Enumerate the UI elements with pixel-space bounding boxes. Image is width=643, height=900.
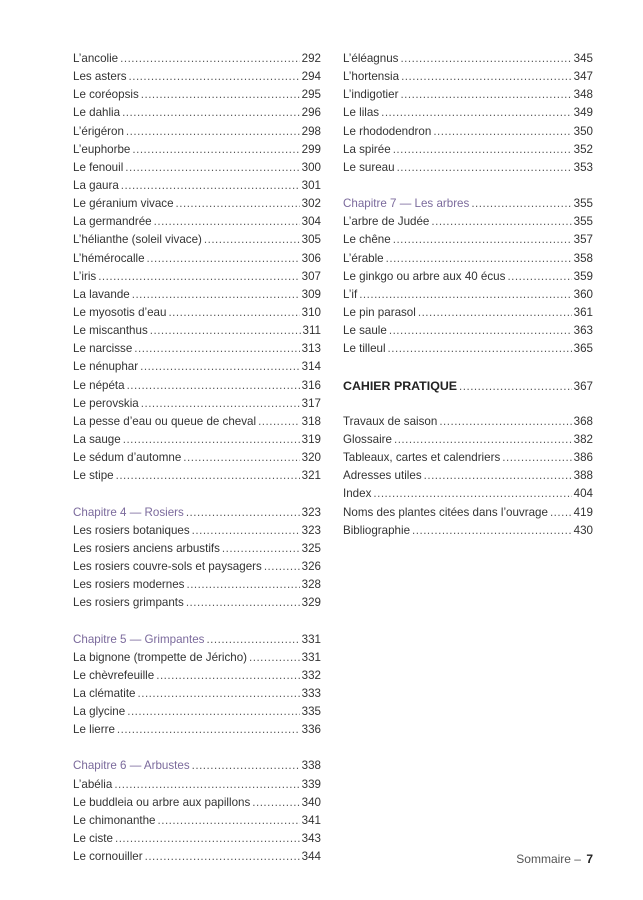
toc-entry[interactable] — [73, 794, 321, 812]
toc-entry-title: Adresses utiles — [343, 469, 422, 483]
toc-entry-title: L’euphorbe — [73, 142, 131, 156]
toc-entry[interactable] — [73, 776, 321, 794]
toc-entry-title: Le myosotis d’eau — [73, 305, 167, 319]
toc-entry-page: 335 — [301, 705, 321, 719]
toc-entry-title: Le dahlia — [73, 106, 121, 120]
dot-leader — [381, 104, 572, 122]
toc-entry-title: La glycine — [73, 705, 126, 719]
dot-leader — [397, 159, 572, 177]
dot-leader — [141, 395, 300, 413]
toc-entry-page: 368 — [573, 414, 593, 428]
dot-leader — [154, 213, 300, 231]
toc-entry[interactable] — [73, 123, 321, 141]
toc-entry-title: Les rosiers botaniques — [73, 523, 190, 537]
toc-entry-title: Le cornouiller — [73, 850, 143, 864]
toc-entry-page: 386 — [573, 451, 593, 465]
toc-right-column — [343, 50, 593, 540]
toc-entry[interactable] — [343, 449, 593, 467]
toc-entry-page: 359 — [573, 269, 593, 283]
toc-entry-title: La spirée — [343, 142, 391, 156]
dot-leader — [400, 50, 571, 68]
toc-entry-page: 361 — [573, 305, 593, 319]
toc-entry-page: 336 — [301, 723, 321, 737]
toc-entry-page: 323 — [301, 505, 321, 519]
toc-entry-page: 306 — [301, 251, 321, 265]
dot-leader — [156, 667, 299, 685]
section-gap — [343, 177, 593, 195]
toc-entry-page: 332 — [301, 668, 321, 682]
toc-entry[interactable] — [73, 649, 321, 667]
toc-entry[interactable] — [73, 431, 321, 449]
toc-entry-page: 299 — [301, 142, 321, 156]
toc-entry-page: 360 — [573, 287, 593, 301]
toc-entry[interactable] — [73, 667, 321, 685]
toc-entry-title: Chapitre 5 — Grimpantes — [73, 632, 205, 646]
toc-entry[interactable] — [73, 812, 321, 830]
dot-leader — [141, 86, 300, 104]
toc-entry-title: Le chimonanthe — [73, 813, 156, 827]
toc-entry[interactable] — [343, 467, 593, 485]
dot-leader — [386, 250, 572, 268]
toc-entry[interactable] — [343, 250, 593, 268]
toc-entry-title: CAHIER PRATIQUE — [343, 378, 458, 393]
dot-leader — [439, 413, 571, 431]
dot-leader — [186, 594, 300, 612]
dot-leader — [459, 378, 572, 396]
toc-entry[interactable] — [343, 50, 593, 68]
toc-entry-title: Les rosiers couvre-sols et paysagers — [73, 559, 262, 573]
toc-entry-page: 320 — [301, 451, 321, 465]
toc-entry-title: Noms des plantes citées dans l’ouvrage — [343, 505, 548, 519]
toc-entry[interactable] — [73, 594, 321, 612]
dot-leader — [433, 123, 571, 141]
toc-entry-title: Le saule — [343, 324, 387, 338]
toc-entry-title: La germandrée — [73, 215, 152, 229]
toc-entry-title: Le perovskia — [73, 396, 139, 410]
toc-entry-title: Bibliographie — [343, 523, 411, 537]
dot-leader — [129, 68, 300, 86]
chapter-heading[interactable] — [73, 757, 321, 775]
toc-entry-page: 331 — [301, 650, 321, 664]
toc-entry[interactable] — [73, 449, 321, 467]
toc-entry-title: L’hortensia — [343, 70, 400, 84]
dot-leader — [192, 757, 300, 775]
toc-entry-title: Le rhododendron — [343, 124, 432, 138]
toc-entry[interactable] — [343, 522, 593, 540]
toc-entry-page: 419 — [573, 505, 593, 519]
toc-entry-title: La gaura — [73, 178, 119, 192]
dot-leader — [122, 104, 300, 122]
dot-leader — [168, 304, 299, 322]
dot-leader — [123, 431, 300, 449]
toc-entry-title: Les asters — [73, 70, 127, 84]
footer-label: Sommaire – — [516, 852, 581, 866]
toc-entry-title: L’érable — [343, 251, 384, 265]
toc-entry-page: 365 — [573, 342, 593, 356]
toc-entry[interactable] — [73, 50, 321, 68]
toc-entry-page: 339 — [301, 777, 321, 791]
toc-entry-title: Chapitre 6 — Arbustes — [73, 759, 190, 773]
toc-entry[interactable] — [73, 340, 321, 358]
toc-entry[interactable] — [343, 141, 593, 159]
toc-entry-page: 355 — [573, 197, 593, 211]
toc-entry-title: Le géranium vivace — [73, 197, 174, 211]
dot-leader — [176, 195, 300, 213]
section-gap — [343, 358, 593, 376]
toc-entry[interactable] — [343, 413, 593, 431]
toc-entry[interactable] — [73, 395, 321, 413]
dot-leader — [424, 467, 572, 485]
toc-entry-title: L’éléagnus — [343, 52, 399, 65]
toc-entry-page: 319 — [301, 432, 321, 446]
toc-entry-page: 329 — [301, 596, 321, 610]
toc-entry[interactable] — [73, 685, 321, 703]
toc-entry-title: Le lierre — [73, 723, 115, 737]
page-footer — [516, 852, 593, 866]
toc-entry[interactable] — [73, 322, 321, 340]
dot-leader — [183, 449, 299, 467]
chapter-heading[interactable] — [73, 504, 321, 522]
dot-leader — [132, 141, 299, 159]
toc-entry[interactable] — [343, 213, 593, 231]
toc-entry-page: 313 — [301, 342, 321, 356]
toc-left-column — [73, 50, 321, 866]
toc-entry-title: L’indigotier — [343, 88, 399, 102]
dot-leader — [471, 195, 571, 213]
toc-entry[interactable] — [343, 104, 593, 122]
toc-entry-page: 294 — [301, 70, 321, 84]
dot-leader — [400, 86, 571, 104]
dot-leader — [120, 50, 300, 68]
toc-entry[interactable] — [73, 721, 321, 739]
toc-entry-page: 355 — [573, 215, 593, 229]
toc-entry-page: 341 — [301, 813, 321, 827]
toc-entry[interactable] — [73, 231, 321, 249]
toc-entry[interactable] — [343, 485, 593, 503]
dot-leader — [115, 830, 300, 848]
dot-leader — [507, 268, 571, 286]
toc-entry-page: 340 — [301, 795, 321, 809]
chapter-heading[interactable] — [343, 195, 593, 213]
toc-entry-page: 430 — [573, 523, 593, 537]
toc-entry-title: L’abélia — [73, 777, 113, 791]
dot-leader — [393, 231, 572, 249]
dot-leader — [158, 812, 300, 830]
dot-leader — [138, 685, 300, 703]
toc-entry-title: Le sédum d’automne — [73, 451, 182, 465]
page-number: 7 — [586, 852, 593, 866]
toc-entry-title: Le ginkgo ou arbre aux 40 écus — [343, 269, 506, 283]
toc-entry-title: Le coréopsis — [73, 88, 139, 102]
toc-entry[interactable] — [73, 576, 321, 594]
section-gap — [343, 395, 593, 413]
section-gap — [73, 739, 321, 757]
toc-entry[interactable] — [343, 159, 593, 177]
toc-entry-title: Le chèvrefeuille — [73, 668, 155, 682]
toc-entry-title: Les rosiers anciens arbustifs — [73, 541, 220, 555]
toc-entry[interactable] — [73, 159, 321, 177]
dot-leader — [389, 322, 572, 340]
dot-leader — [192, 522, 300, 540]
toc-entry[interactable] — [73, 522, 321, 540]
toc-entry-title: Glossaire — [343, 432, 392, 446]
toc-entry-page: 296 — [301, 106, 321, 120]
toc-entry-page: 311 — [302, 324, 321, 338]
toc-entry-page: 317 — [301, 396, 321, 410]
toc-entry-page: 298 — [301, 124, 321, 138]
toc-entry-page: 326 — [301, 559, 321, 573]
dot-leader — [264, 558, 300, 576]
toc-entry[interactable] — [73, 467, 321, 485]
dot-leader — [140, 358, 300, 376]
dot-leader — [117, 721, 300, 739]
toc-entry-page: 349 — [573, 106, 593, 120]
toc-entry-title: La sauge — [73, 432, 121, 446]
toc-entry-title: Le narcisse — [73, 342, 133, 356]
toc-entry-page: 323 — [301, 523, 321, 537]
toc-entry-title: La bignone (trompette de Jéricho) — [73, 650, 248, 664]
dot-leader — [550, 504, 572, 522]
toc-entry-title: L’arbre de Judée — [343, 215, 430, 229]
toc-entry[interactable] — [343, 340, 593, 358]
toc-entry[interactable] — [73, 413, 321, 431]
toc-entry[interactable] — [343, 286, 593, 304]
dot-leader — [126, 123, 300, 141]
toc-entry[interactable] — [343, 504, 593, 522]
toc-entry-title: L’érigéron — [73, 124, 124, 138]
toc-entry-page: 325 — [301, 541, 321, 555]
dot-leader — [222, 540, 300, 558]
toc-entry[interactable] — [73, 703, 321, 721]
toc-entry[interactable] — [73, 177, 321, 195]
toc-entry-page: 331 — [301, 632, 321, 646]
toc-entry[interactable] — [73, 250, 321, 268]
toc-entry[interactable] — [73, 104, 321, 122]
toc-entry[interactable] — [343, 123, 593, 141]
dot-leader — [121, 177, 300, 195]
toc-entry-page: 347 — [573, 70, 593, 84]
toc-entry-page: 382 — [573, 432, 593, 446]
dot-leader — [132, 286, 300, 304]
dot-leader — [431, 213, 571, 231]
toc-entry-title: La pesse d’eau ou queue de cheval — [73, 414, 257, 428]
dot-leader — [114, 776, 299, 794]
dot-leader — [204, 231, 300, 249]
toc-entry[interactable] — [73, 358, 321, 376]
dot-leader — [249, 649, 300, 667]
toc-entry-page: 338 — [301, 759, 321, 773]
dot-leader — [98, 268, 299, 286]
toc-entry-page: 292 — [301, 52, 321, 65]
dot-leader — [125, 159, 299, 177]
section-gap — [73, 612, 321, 630]
toc-entry[interactable] — [343, 268, 593, 286]
toc-entry-title: Le miscanthus — [73, 324, 148, 338]
toc-entry-title: L’ancolie — [73, 52, 119, 65]
toc-entry[interactable] — [73, 558, 321, 576]
toc-entry-page: 367 — [573, 379, 593, 393]
toc-entry-title: Les rosiers grimpants — [73, 596, 184, 610]
toc-entry-title: Tableaux, cartes et calendriers — [343, 451, 501, 465]
dot-leader — [252, 794, 299, 812]
toc-entry-title: Le buddleia ou arbre aux papillons — [73, 795, 251, 809]
toc-entry-page: 305 — [301, 233, 321, 247]
toc-entry-title: L’if — [343, 287, 358, 301]
dot-leader — [412, 522, 572, 540]
toc-entry-page: 307 — [301, 269, 321, 283]
toc-entry-title: Les rosiers modernes — [73, 578, 185, 592]
toc-entry-title: La lavande — [73, 287, 130, 301]
toc-entry-page: 352 — [573, 142, 593, 156]
toc-entry-title: Le pin parasol — [343, 305, 416, 319]
toc-entry-title: Le nénuphar — [73, 360, 139, 374]
toc-entry-title: Le fenouil — [73, 160, 124, 174]
dot-leader — [134, 340, 299, 358]
toc-entry-title: Le sureau — [343, 160, 395, 174]
toc-entry[interactable] — [73, 377, 321, 395]
dot-leader — [147, 250, 300, 268]
toc-entry[interactable] — [73, 195, 321, 213]
dot-leader — [150, 322, 301, 340]
toc-entry-page: 309 — [301, 287, 321, 301]
toc-entry[interactable] — [73, 304, 321, 322]
toc-entry-page: 314 — [301, 360, 321, 374]
toc-entry-title: L’hémérocalle — [73, 251, 145, 265]
toc-entry[interactable] — [73, 86, 321, 104]
toc-entry-page: 357 — [573, 233, 593, 247]
toc-entry-page: 343 — [301, 832, 321, 846]
dot-leader — [388, 340, 572, 358]
toc-entry-page: 321 — [301, 469, 321, 483]
dot-leader — [127, 377, 300, 395]
toc-entry-title: Chapitre 4 — Rosiers — [73, 505, 184, 519]
toc-entry[interactable] — [73, 830, 321, 848]
toc-entry[interactable] — [73, 68, 321, 86]
toc-entry[interactable] — [343, 322, 593, 340]
toc-entry-title: L’iris — [73, 269, 97, 283]
toc-entry[interactable] — [343, 86, 593, 104]
toc-entry[interactable] — [73, 213, 321, 231]
toc-entry-page: 348 — [573, 88, 593, 102]
toc-entry-page: 358 — [573, 251, 593, 265]
toc-entry-title: Le népéta — [73, 378, 125, 392]
dot-leader — [359, 286, 571, 304]
dot-leader — [393, 141, 572, 159]
toc-entry-title: L’hélianthe (soleil vivace) — [73, 233, 202, 247]
section-heading[interactable] — [343, 377, 593, 395]
toc-entry-title: Chapitre 7 — Les arbres — [343, 197, 470, 211]
toc-entry[interactable] — [73, 540, 321, 558]
toc-entry-page: 404 — [573, 487, 593, 501]
dot-leader — [127, 703, 299, 721]
dot-leader — [258, 413, 300, 431]
toc-entry-title: Le tilleul — [343, 342, 386, 356]
chapter-heading[interactable] — [73, 631, 321, 649]
dot-leader — [145, 848, 300, 866]
toc-entry[interactable] — [73, 848, 321, 866]
toc-entry-page: 363 — [573, 324, 593, 338]
toc-entry[interactable] — [343, 431, 593, 449]
toc-entry-title: Le lilas — [343, 106, 380, 120]
toc-entry-page: 353 — [573, 160, 593, 174]
toc-entry-page: 350 — [573, 124, 593, 138]
toc-entry-page: 310 — [301, 305, 321, 319]
section-gap — [73, 485, 321, 503]
toc-entry-title: Index — [343, 487, 372, 501]
toc-entry[interactable] — [73, 141, 321, 159]
dot-leader — [186, 576, 299, 594]
toc-entry[interactable] — [343, 231, 593, 249]
dot-leader — [502, 449, 571, 467]
dot-leader — [418, 304, 572, 322]
toc-entry[interactable] — [73, 268, 321, 286]
toc-entry-page: 388 — [573, 469, 593, 483]
toc-entry-page: 318 — [301, 414, 321, 428]
toc-entry-page: 328 — [301, 578, 321, 592]
toc-entry-title: La clématite — [73, 686, 136, 700]
toc-entry-title: Le ciste — [73, 832, 113, 846]
dot-leader — [373, 485, 571, 503]
toc-entry-page: 333 — [301, 686, 321, 700]
toc-entry[interactable] — [73, 286, 321, 304]
toc-entry-page: 304 — [301, 215, 321, 229]
dot-leader — [116, 467, 300, 485]
toc-entry[interactable] — [343, 68, 593, 86]
dot-leader — [206, 631, 299, 649]
toc-entry-page: 345 — [573, 52, 593, 65]
toc-entry-page: 300 — [301, 160, 321, 174]
dot-leader — [394, 431, 572, 449]
toc-entry[interactable] — [343, 304, 593, 322]
toc-entry-page: 301 — [301, 178, 321, 192]
toc-entry-title: Travaux de saison — [343, 414, 438, 428]
toc-entry-title: Le chêne — [343, 233, 391, 247]
toc-entry-page: 302 — [301, 197, 321, 211]
dot-leader — [186, 504, 300, 522]
toc-entry-page: 316 — [301, 378, 321, 392]
dot-leader — [401, 68, 572, 86]
toc-entry-page: 295 — [301, 88, 321, 102]
toc-entry-title: Le stipe — [73, 469, 114, 483]
toc-entry-page: 344 — [301, 850, 321, 864]
